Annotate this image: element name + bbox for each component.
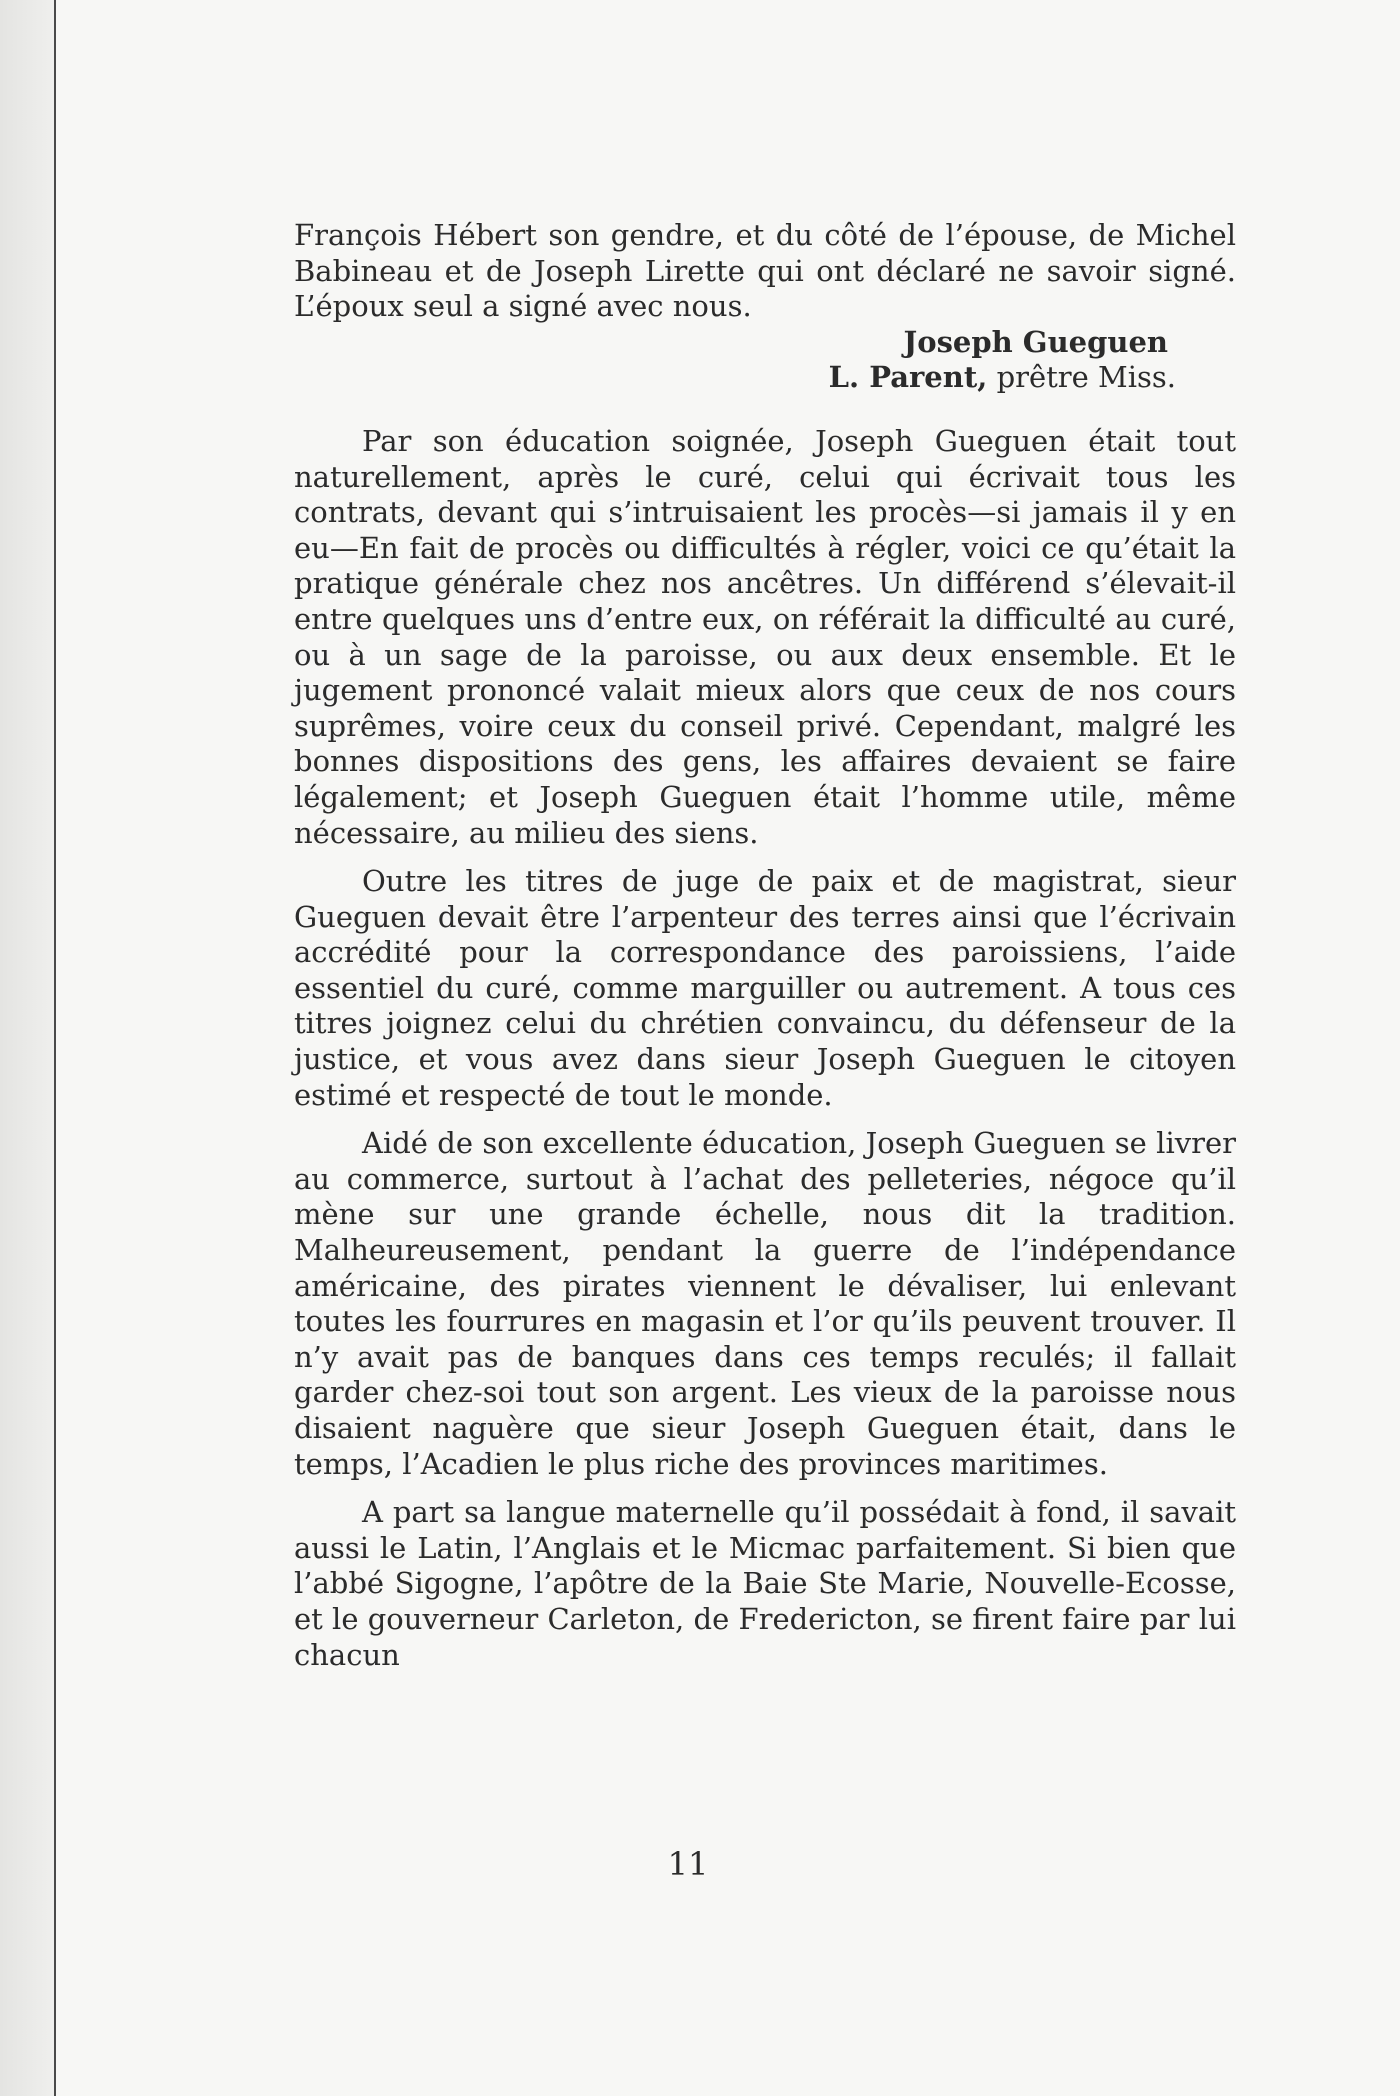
paragraph-3: Outre les titres de juge de paix et de magistrat, sieur Gueguen devait être l’arpenteur des terres ainsi que l’écrivain accrédité pour la correspondance des paroissiens, l’aide essentiel du curé, comme marguiller ou autrement. A tous ces titres joignez celui du chrétien convaincu, du défenseur de la justice, et vous avez dans sieur Joseph Gueguen le citoyen estimé et respecté de tout le monde. [294, 864, 1236, 1112]
signature-priest-title: prêtre Miss. [996, 360, 1176, 395]
paragraph-4: Aidé de son excellente éducation, Joseph Gueguen se livrer au commerce, surtout à l’achat des pelleteries, négoce qu’il mène sur une grande échelle, nous dit la tradition. Malheureusement, pendant la guerre de l’indépendance américaine, des pirates viennent le dévaliser, lui enlevant toutes les fourrures en magasin et l’or qu’ils peuvent trouver. Il n’y avait pas de banques dans ces temps reculés; il fallait garder chez-soi tout son argent. Les vieux de la paroisse nous disaient naguère que sieur Joseph Gueguen était, dans le temps, l’Acadien le plus riche des provinces maritimes. [294, 1126, 1236, 1481]
paragraph-2: Par son éducation soignée, Joseph Gueguen était tout naturellement, après le curé, celui qui écrivait tous les contrats, devant qui s’intruisaient les procès—si jamais il y en eu—En fait de procès ou difficultés à régler, voici ce qu’était la pratique générale chez nos ancêtres. Un différend s’élevait-il entre quelques uns d’entre eux, on référait la difficulté au curé, ou à un sage de la paroisse, ou aux deux ensemble. Et le jugement prononcé valait mieux alors que ceux de nos cours suprêmes, voire ceux du conseil privé. Cependant, malgré les bonnes dispositions des gens, les affaires devaient se faire légalement; et Joseph Gueguen était l’homme utile, même nécessaire, au milieu des siens. [294, 423, 1236, 850]
paragraph-1: François Hébert son gendre, et du côté de l’épouse, de Michel Babineau et de Joseph Lirette qui ont déclaré ne savoir signé. L’époux seul a signé avec nous. [294, 218, 1236, 324]
book-page [54, 0, 1400, 2096]
signature-block [294, 324, 1176, 396]
page-gutter [0, 0, 54, 2096]
page-text [294, 218, 1236, 1673]
signature-name: Joseph Gueguen [903, 324, 1168, 359]
signature-priest-name: L. Parent, [828, 360, 988, 395]
page-number-text: 11 [667, 1845, 709, 1883]
page-number [56, 1845, 1400, 1883]
paragraph-5: A part sa langue maternelle qu’il possédait à fond, il savait aussi le Latin, l’Anglais et le Micmac parfaitement. Si bien que l’abbé Sigogne, l’apôtre de la Baie Ste Marie, Nouvelle-Ecosse, et le gouverneur Carleton, de Fredericton, se firent faire par lui chacun [294, 1495, 1236, 1672]
signature-priest [294, 360, 1176, 396]
